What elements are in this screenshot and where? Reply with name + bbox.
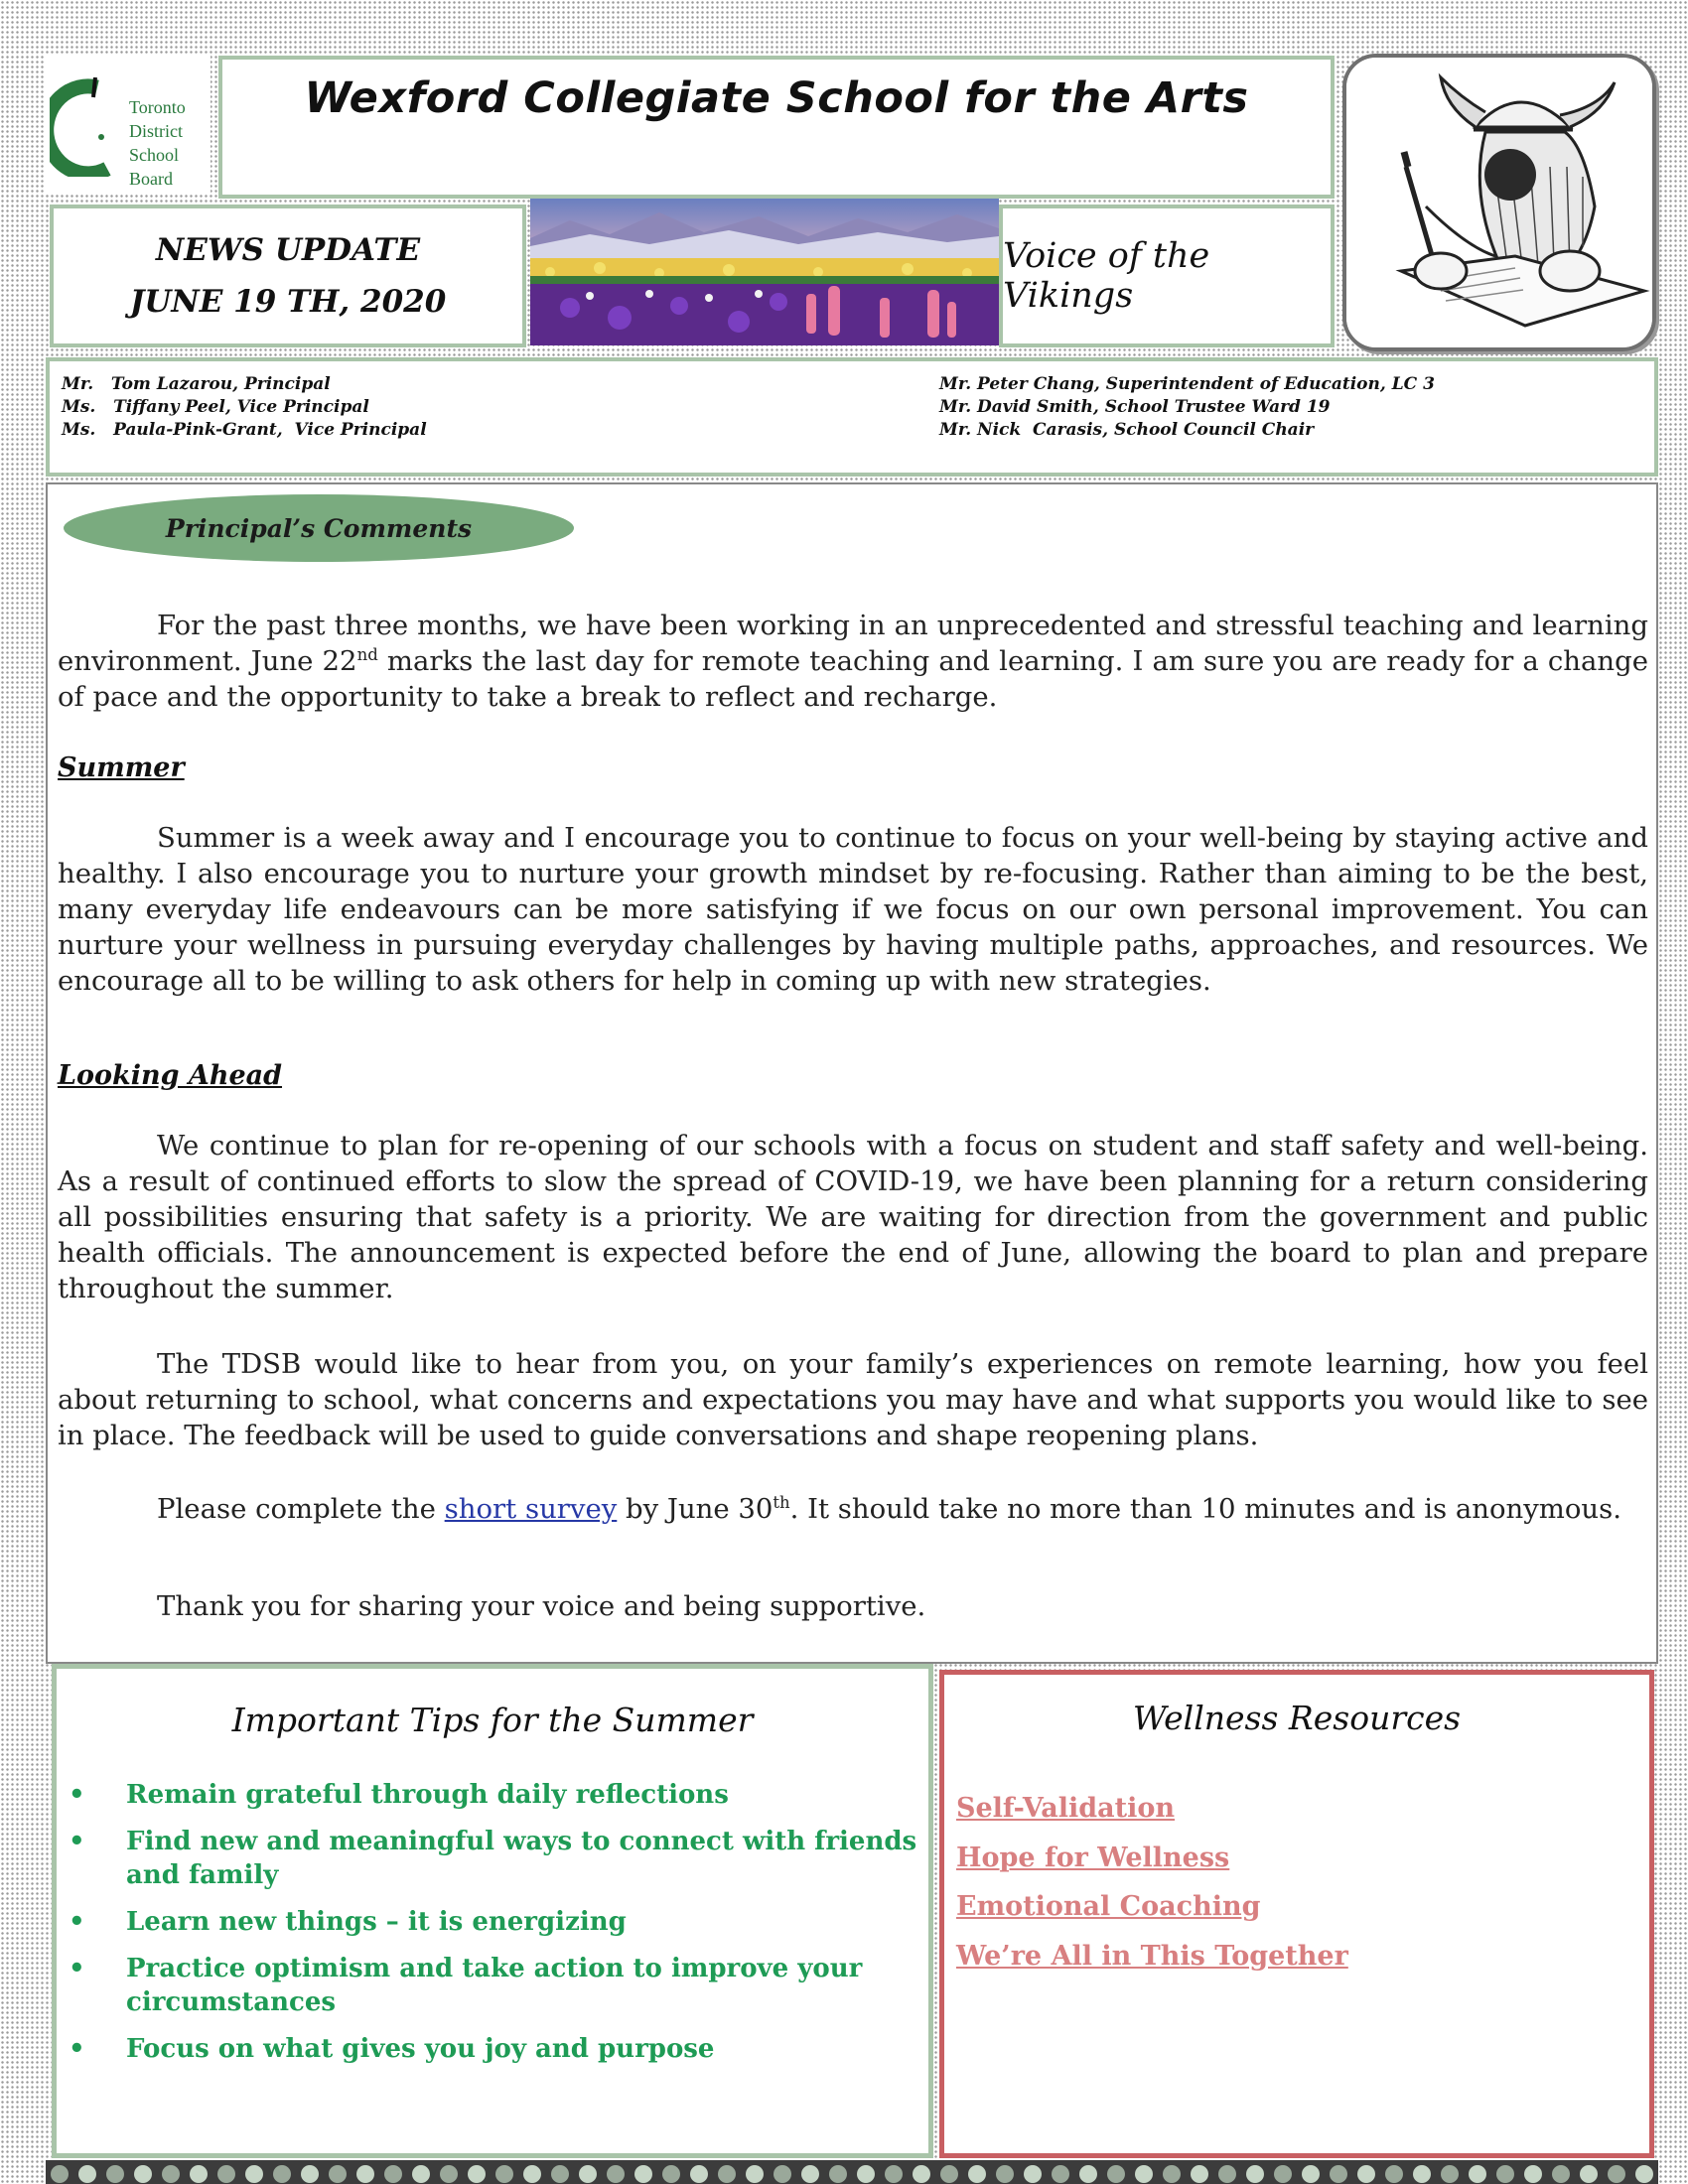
- footer-dot: [551, 2165, 569, 2183]
- tips-list: [67, 1778, 920, 2079]
- thanks-text: Thank you for sharing your voice and being supportive.: [157, 1590, 926, 1622]
- news-update-label: NEWS UPDATE: [155, 232, 421, 268]
- footer-dot: [1608, 2165, 1625, 2183]
- footer-dot: [1135, 2165, 1153, 2183]
- footer-dot: [78, 2165, 96, 2183]
- wellness-title: Wellness Resources: [1132, 1699, 1462, 1737]
- footer-dot: [523, 2165, 541, 2183]
- footer-dot: [301, 2165, 319, 2183]
- footer-dot: [968, 2165, 986, 2183]
- tip-text: Find new and meaningful ways to connect with friends and family: [126, 1827, 917, 1890]
- tip-item: [67, 1905, 920, 1939]
- hope-for-wellness-link[interactable]: Hope for Wellness: [956, 1842, 1230, 1873]
- intro-text: For the past three months, we have been working in an unprecedented and stressful teaching and learning environment. June 22: [58, 610, 1648, 677]
- tip-item: [67, 1825, 920, 1892]
- footer-dot: [1107, 2165, 1125, 2183]
- tip-text: Practice optimism and take action to improve your circumstances: [126, 1954, 863, 2017]
- looking-ahead-text: We continue to plan for re-opening of our schools with a focus on student and staff safety and well-being. As a result of continued efforts to slow the spread of COVID-19, we have been planning for a return considering all possibilities ensuring that safety is a priority. We are waiting for direction from the government and public health officials. The announcement is expected before the end of June, allowing the board to plan and prepare throughout the summer.: [58, 1130, 1648, 1304]
- footer-dot: [774, 2165, 791, 2183]
- tip-item: [67, 1952, 920, 2019]
- voice-of-vikings-tagline: Voice of the Vikings: [1003, 236, 1210, 316]
- decorative-footer-strip: [46, 2160, 1658, 2184]
- bullet-icon: •: [69, 1954, 85, 1983]
- principal-comments-heading: Principal’s Comments: [165, 513, 473, 543]
- footer-dot: [829, 2165, 847, 2183]
- footer-dot: [857, 2165, 875, 2183]
- intro-paragraph: [58, 608, 1648, 715]
- looking-ahead-paragraph: [58, 1128, 1648, 1306]
- footer-dot: [1441, 2165, 1459, 2183]
- tdsb-paragraph: [58, 1346, 1648, 1453]
- self-validation-link[interactable]: Self-Validation: [956, 1793, 1176, 1824]
- staff-entry: Mr. Tom Lazarou, Principal: [62, 374, 331, 394]
- tips-title: Important Tips for the Summer: [231, 1701, 754, 1739]
- short-survey-link[interactable]: short survey: [444, 1493, 618, 1525]
- looking-ahead-heading: Looking Ahead: [58, 1060, 283, 1091]
- footer-dot: [634, 2165, 652, 2183]
- logo-line: District: [129, 121, 183, 141]
- tagline-box: [999, 205, 1335, 347]
- summer-tips-panel: [52, 1664, 933, 2158]
- bullet-icon: •: [69, 1907, 85, 1937]
- footer-dot: [662, 2165, 680, 2183]
- footer-dot: [913, 2165, 930, 2183]
- footer-dot: [134, 2165, 152, 2183]
- logo-line: Toronto: [129, 97, 186, 117]
- staff-board-list: [939, 373, 1435, 442]
- emotional-coaching-link[interactable]: Emotional Coaching: [956, 1891, 1261, 1922]
- tip-item: [67, 1778, 920, 1812]
- summer-heading: Summer: [58, 752, 185, 783]
- footer-dot: [718, 2165, 736, 2183]
- footer-dot: [245, 2165, 263, 2183]
- footer-dot: [51, 2165, 69, 2183]
- principal-comments-section: [46, 482, 1658, 1664]
- tdsb-logo: [46, 56, 211, 195]
- footer-dot: [1552, 2165, 1570, 2183]
- footer-dot: [412, 2165, 430, 2183]
- survey-text: . It should take no more than 10 minutes and is anonymous.: [789, 1493, 1621, 1525]
- footer-dot: [217, 2165, 235, 2183]
- survey-text: by June 30: [617, 1493, 774, 1525]
- thanks-paragraph: [58, 1588, 1648, 1624]
- logo-line: Board: [129, 169, 173, 189]
- footer-dot: [162, 2165, 180, 2183]
- scenic-banner: [530, 199, 999, 345]
- superscript: nd: [356, 644, 378, 664]
- footer-dot: [1496, 2165, 1514, 2183]
- mountain-flower-field-image: [530, 199, 999, 345]
- staff-entry: Ms. Tiffany Peel, Vice Principal: [62, 397, 369, 417]
- footer-dot: [1357, 2165, 1375, 2183]
- footer-dot: [885, 2165, 903, 2183]
- footer-dot: [106, 2165, 124, 2183]
- news-update-box: [50, 205, 526, 347]
- footer-dot: [579, 2165, 597, 2183]
- intro-text: marks the last day for remote teaching and learning. I am sure you are ready for a change of pace and the opportunity to take a break to reflect and recharge.: [58, 645, 1649, 713]
- bullet-icon: •: [69, 2034, 85, 2064]
- footer-dot: [1024, 2165, 1042, 2183]
- footer-dot: [1218, 2165, 1236, 2183]
- footer-dot: [1580, 2165, 1598, 2183]
- staff-entry: Mr. David Smith, School Trustee Ward 19: [939, 397, 1331, 417]
- bullet-icon: •: [69, 1827, 85, 1856]
- tip-text: Remain grateful through daily reflections: [126, 1780, 729, 1810]
- tdsb-logo-icon: [50, 77, 121, 177]
- bullet-icon: •: [69, 1780, 85, 1810]
- staff-directory: [46, 357, 1658, 477]
- footer-dot: [690, 2165, 708, 2183]
- footer-dot: [801, 2165, 819, 2183]
- staff-entry: Mr. Peter Chang, Superintendent of Education, LC 3: [939, 374, 1435, 394]
- footer-dot: [440, 2165, 458, 2183]
- title-box: [218, 56, 1335, 199]
- superscript: th: [773, 1492, 790, 1512]
- footer-dot: [1385, 2165, 1403, 2183]
- footer-dot: [1302, 2165, 1320, 2183]
- footer-dot: [940, 2165, 958, 2183]
- footer-dot: [996, 2165, 1014, 2183]
- footer-dot: [329, 2165, 347, 2183]
- tip-item: [67, 2032, 920, 2066]
- footer-dot: [1635, 2165, 1653, 2183]
- staff-entry: Ms. Paula-Pink-Grant, Vice Principal: [62, 420, 427, 440]
- staff-entry: Mr. Nick Carasis, School Council Chair: [939, 420, 1315, 440]
- summer-text: Summer is a week away and I encourage you to continue to focus on your well-being by staying active and healthy. I also encourage you to nurture your growth mindset by re-focusing. Rather than aiming to be the best, many everyday life endeavours can be more satisfying if we focus on our own personal improvement. You can nurture your wellness in pursuing everyday challenges by having multiple paths, approaches, and resources. We encourage all to be willing to ask others for help in coming up with new strategies.: [58, 822, 1648, 997]
- survey-text: Please complete the: [157, 1493, 445, 1525]
- dotted-border-pattern: [46, 2160, 1658, 2184]
- footer-dot: [273, 2165, 291, 2183]
- viking-mascot: [1342, 54, 1656, 351]
- footer-dot: [384, 2165, 402, 2183]
- logo-line: School: [129, 145, 180, 165]
- footer-dot: [468, 2165, 486, 2183]
- footer-dot: [746, 2165, 764, 2183]
- staff-admin-list: [62, 373, 427, 442]
- footer-dot: [495, 2165, 513, 2183]
- footer-dot: [1274, 2165, 1292, 2183]
- tdsb-text: The TDSB would like to hear from you, on your family’s experiences on remote learning, how you feel about returning to school, what concerns and expectations you may have and what supports you would like to see in place. The feedback will be used to guide conversations and shape reopening plans.: [58, 1348, 1648, 1451]
- footer-dot: [1469, 2165, 1486, 2183]
- footer-dot: [356, 2165, 374, 2183]
- viking-writing-illustration-icon: [1346, 58, 1652, 347]
- tip-text: Focus on what gives you joy and purpose: [126, 2034, 715, 2064]
- wellness-links: [956, 1784, 1348, 1980]
- footer-dot: [1052, 2165, 1069, 2183]
- all-in-this-together-link[interactable]: We’re All in This Together: [956, 1940, 1348, 1972]
- principal-comments-banner: [64, 494, 574, 562]
- footer-dot: [1163, 2165, 1181, 2183]
- tip-text: Learn new things – it is energizing: [126, 1907, 627, 1937]
- footer-dot: [1079, 2165, 1097, 2183]
- school-title: Wexford Collegiate School for the Arts: [304, 73, 1249, 123]
- footer-dot: [607, 2165, 625, 2183]
- news-update-date: JUNE 19 TH, 2020: [129, 284, 447, 320]
- summer-paragraph: [58, 820, 1648, 999]
- footer-dot: [190, 2165, 208, 2183]
- footer-dot: [1191, 2165, 1208, 2183]
- footer-dot: [1246, 2165, 1264, 2183]
- survey-paragraph: [58, 1491, 1648, 1527]
- footer-dot: [1524, 2165, 1542, 2183]
- footer-dot: [1413, 2165, 1431, 2183]
- footer-dot: [1330, 2165, 1347, 2183]
- wellness-resources-panel: [939, 1670, 1654, 2158]
